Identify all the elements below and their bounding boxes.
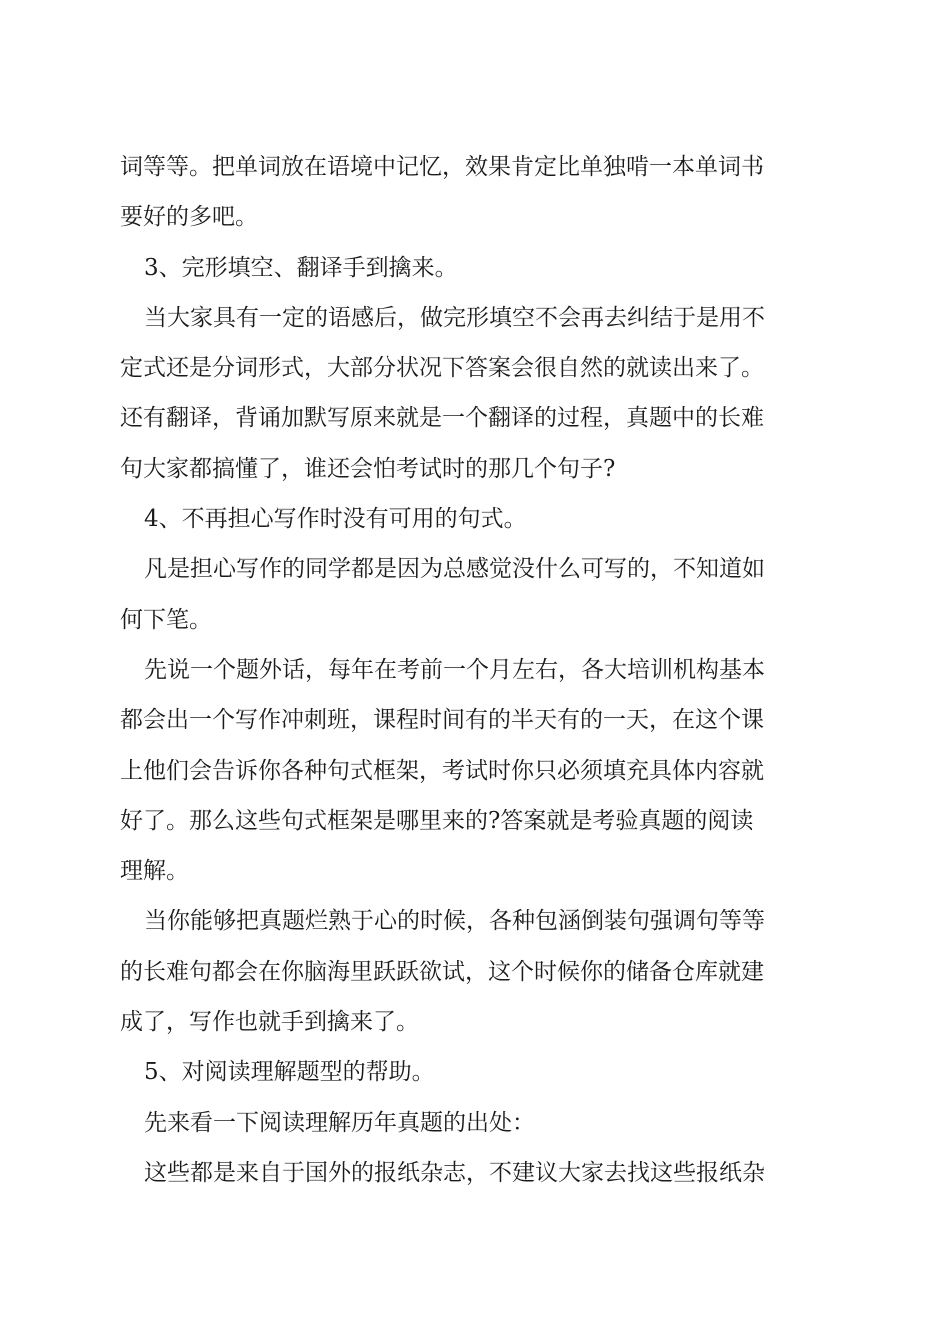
body-text xyxy=(120,142,835,1198)
text-line: 这些都是来自于国外的报纸杂志，不建议大家去找这些报纸杂 xyxy=(144,1159,765,1186)
section-heading-4: 4、不再担心写作时没有可用的句式。 xyxy=(144,506,527,533)
text-line: 上他们会告诉你各种句式框架，考试时你只必须填充具体内容就 xyxy=(120,757,764,784)
text-line: 好了。那么这些句式框架是哪里来的?答案就是考验真题的阅读 xyxy=(120,807,754,834)
text-line: 凡是担心写作的同学都是因为总感觉没什么可写的，不知道如 xyxy=(144,556,765,583)
text-line: 当大家具有一定的语感后，做完形填空不会再去纠结于是用不 xyxy=(144,304,765,331)
text-line: 定式还是分词形式，大部分状况下答案会很自然的就读出来了。 xyxy=(120,355,764,382)
text-line: 要好的多吧。 xyxy=(120,204,258,231)
text-line: 都会出一个写作冲刺班，课程时间有的半天有的一天，在这个课 xyxy=(120,707,764,734)
section-heading-5: 5、对阅读理解题型的帮助。 xyxy=(144,1059,435,1086)
text-line: 当你能够把真题烂熟于心的时候，各种包涵倒装句强调句等等 xyxy=(144,908,765,935)
text-line: 成了，写作也就手到擒来了。 xyxy=(120,1009,419,1036)
text-line: 先说一个题外话，每年在考前一个月左右，各大培训机构基本 xyxy=(144,656,765,683)
text-line: 的长难句都会在你脑海里跃跃欲试，这个时候你的储备仓库就建 xyxy=(120,958,764,985)
text-line: 先来看一下阅读理解历年真题的出处： xyxy=(144,1109,535,1136)
text-line: 理解。 xyxy=(120,858,189,885)
section-heading-3: 3、完形填空、翻译手到擒来。 xyxy=(144,254,458,281)
text-line: 词等等。把单词放在语境中记忆，效果肯定比单独啃一本单词书 xyxy=(120,154,764,180)
text-line: 还有翻译，背诵加默写原来就是一个翻译的过程，真题中的长难 xyxy=(120,405,764,432)
text-line: 何下笔。 xyxy=(120,606,212,633)
text-line: 句大家都搞懂了，谁还会怕考试时的那几个句子? xyxy=(120,455,616,482)
